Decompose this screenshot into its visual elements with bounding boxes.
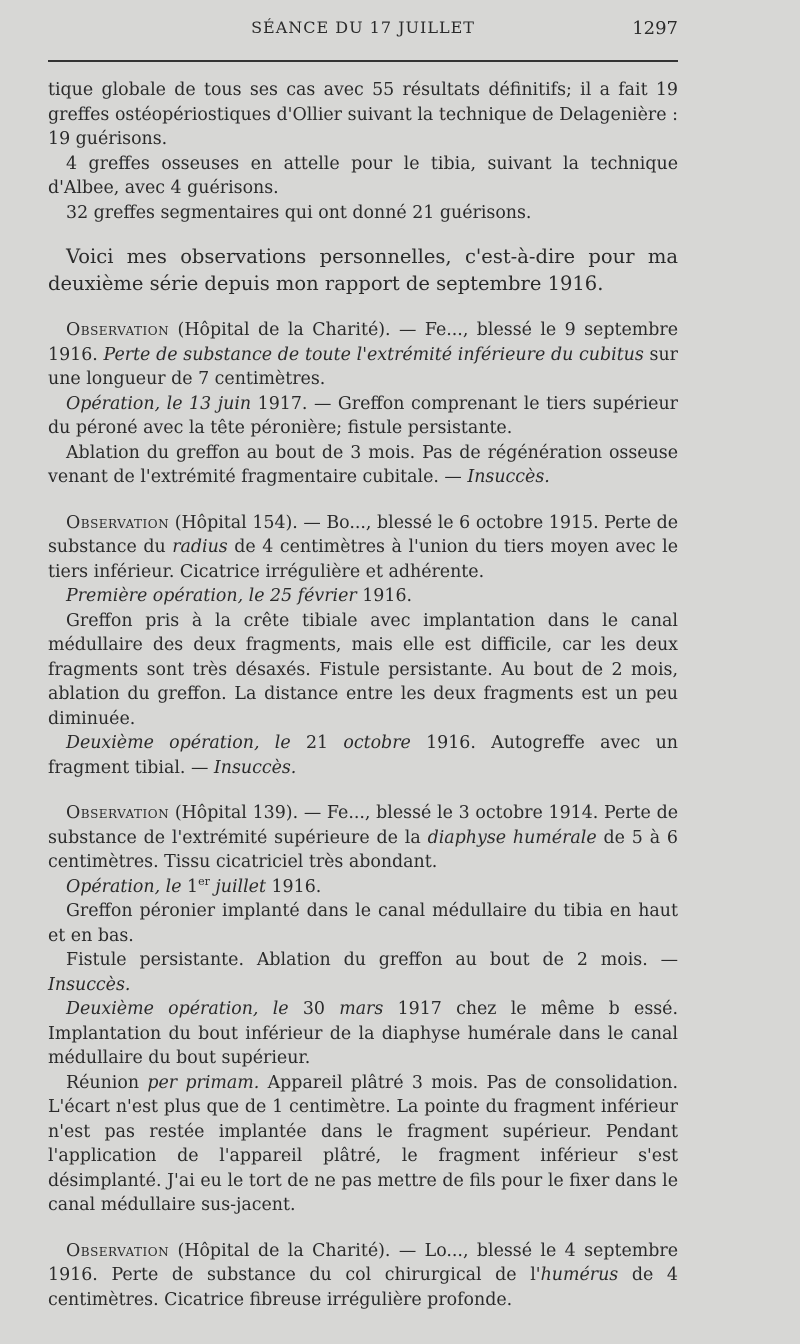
- observation-heading: Observation (Hôpital 154). — Bo..., blessé le 6 octobre 1915. Perte de substance du radius de 4 centimètres à l'union du tiers moyen avec le tiers inférieur. Cicatrice irrégulière et adhérente.: [48, 512, 678, 582]
- observation-label: Observation: [66, 320, 170, 340]
- paragraph: 4 greffes osseuses en attelle pour le tibia, suivant la technique d'Albee, avec 4 guérisons.: [48, 153, 678, 198]
- paragraph: Première opération, le 25 février 1916.: [66, 586, 413, 606]
- result: Insuccès.: [213, 757, 297, 778]
- observation-heading: Observation (Hôpital de la Charité). — Lo..., blessé le 4 septembre 1916. Perte de substance du col chirurgical de l'humérus de 4 centimètres. Cicatrice fibreuse irrégulière profonde.: [48, 1240, 678, 1310]
- observation-label: Observation: [66, 512, 170, 533]
- result: Insuccès.: [467, 467, 550, 487]
- paragraph: Deuxième opération, le 30 mars 1917 chez le même b essé. Implantation du bout inférieur de la diaphyse humérale dans le canal médullaire du bout supérieur.: [48, 999, 678, 1068]
- page-number: 1297: [632, 18, 678, 39]
- intro-paragraph: Voici mes observations personnelles, c'est-à-dire pour ma deuxième série depuis mon rapport de septembre 1916.: [48, 245, 678, 295]
- paragraph: tique globale de tous ses cas avec 55 résultats définitifs; il a fait 19 greffes ostéopériostiques d'Ollier suivant la technique de Delagenière : 19 guérisons.: [48, 80, 678, 149]
- header-title: SÉANCE DU 17 JUILLET: [251, 18, 475, 37]
- result: Insuccès.: [48, 974, 131, 995]
- body-text: [48, 78, 678, 1312]
- paragraph: Fistule persistante. Ablation du greffon au bout de 2 mois. — Insuccès.: [48, 950, 678, 995]
- observation-heading: Observation (Hôpital 139). — Fe..., blessé le 3 octobre 1914. Perte de substance de l'extrémité supérieure de la diaphyse humérale de 5 à 6 centimètres. Tissu cicatriciel très abondant.: [48, 803, 678, 872]
- paragraph: Opération, le 13 juin 1917. — Greffon comprenant le tiers supérieur du péroné avec la tête péronière; fistule persistante.: [48, 393, 678, 438]
- header-rule: [48, 60, 678, 62]
- paragraph: Greffon péronier implanté dans le canal médullaire du tibia en haut et en bas.: [48, 901, 678, 946]
- paragraph: Opération, le 1er juillet 1916.: [66, 874, 322, 897]
- observation-heading: Observation (Hôpital de la Charité). — Fe..., blessé le 9 septembre 1916. Perte de substance de toute l'extrémité inférieure du cubitus sur une longueur de 7 centimètres.: [48, 320, 678, 389]
- paragraph: 32 greffes segmentaires qui ont donné 21 guérisons.: [66, 202, 532, 223]
- paragraph: Greffon pris à la crête tibiale avec implantation dans le canal médullaire des deux fragments, mais elle est difficile, car les deux fragments sont très désaxés. Fistule persistante. Au bout de 2 mois, ablation du greffon. La distance entre les deux fragments est un peu diminuée.: [48, 610, 678, 729]
- observation-label: Observation: [66, 803, 170, 823]
- running-header: [48, 18, 678, 48]
- paragraph: Réunion per primam. Appareil plâtré 3 mois. Pas de consolidation. L'écart n'est plus que de 1 centimètre. La pointe du fragment inférieur n'est pas restée implantée dans le fragment supérieur. Pendant l'application de l'appareil plâtré, le fragment inférieur s'est désimplanté. J'ai eu le tort de ne pas mettre de fils pour le fixer dans le canal médullaire sus-jacent.: [48, 1072, 678, 1215]
- paragraph: Deuxième opération, le 21 octobre 1916. Autogreffe avec un fragment tibial. — Insuccès.: [48, 733, 678, 778]
- observation-label: Observation: [66, 1240, 170, 1261]
- paragraph: Ablation du greffon au bout de 3 mois. Pas de régénération osseuse venant de l'extrémité fragmentaire cubitale. — Insuccès.: [48, 442, 678, 487]
